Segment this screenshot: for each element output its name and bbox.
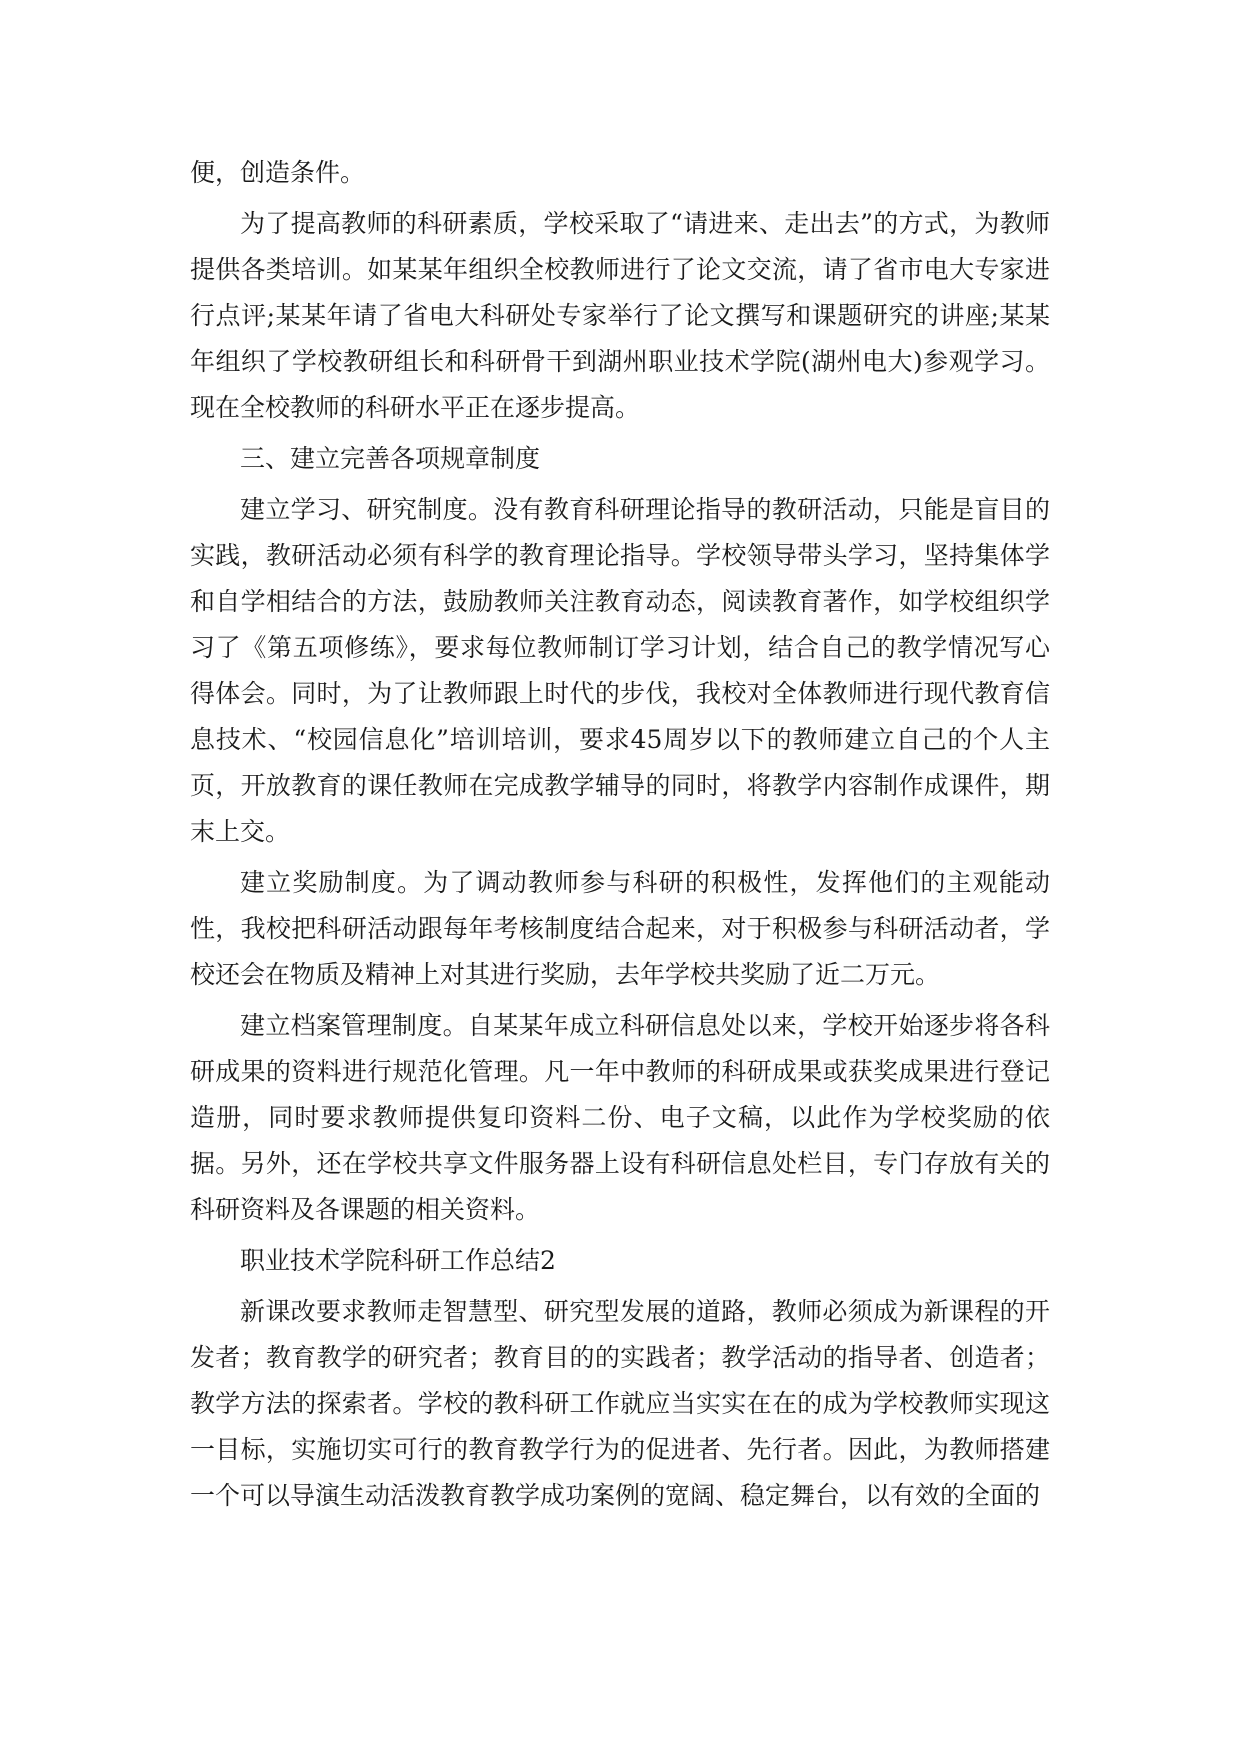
paragraph-archive-system: 建立档案管理制度。自某某年成立科研信息处以来，学校开始逐步将各科研成果的资料进行规范化管理。凡一年中教师的科研成果或获奖成果进行登记造册，同时要求教师提供复印资料二份、电子文稿，以此作为学校奖励的依据。另外，还在学校共享文件服务器上设有科研信息处栏目，专门存放有关的科研资料及各课题的相关资料。 xyxy=(190,1011,1050,1224)
paragraph-research-training: 为了提高教师的科研素质，学校采取了“请进来、走出去”的方式，为教师提供各类培训。如某某年组织全校教师进行了论文交流，请了省市电大专家进行点评;某某年请了省电大科研处专家举行了论文撰写和课题研究的讲座;某某年组织了学校教研组长和科研骨干到湖州职业技术学院(湖州电大)参观学习。现在全校教师的科研水平正在逐步提高。 xyxy=(190,209,1050,422)
paragraph-study-system: 建立学习、研究制度。没有教育科研理论指导的教研活动，只能是盲目的实践，教研活动必须有科学的教育理论指导。学校领导带头学习，坚持集体学和自学相结合的方法，鼓励教师关注教育动态，阅读教育著作，如学校组织学习了《第五项修练》，要求每位教师制订学习计划，结合自己的教学情况写心得体会。同时，为了让教师跟上时代的步伐，我校对全体教师进行现代教育信息技术、“校园信息化”培训培训，要求45周岁以下的教师建立自己的个人主页，开放教育的课任教师在完成教学辅导的同时，将教学内容制作成课件，期末上交。 xyxy=(190,495,1050,846)
paragraph-curriculum-reform: 新课改要求教师走智慧型、研究型发展的道路，教师必须成为新课程的开发者；教育教学的研究者；教育目的的实践者；教学活动的指导者、创造者；教学方法的探索者。学校的教科研工作就应当实实在在的成为学校教师实现这一目标，实施切实可行的教育教学行为的促进者、先行者。因此，为教师搭建一个可以导演生动活泼教育教学成功案例的宽阔、稳定舞台，以有效的全面的 xyxy=(190,1297,1050,1510)
section-title-summary-2: 职业技术学院科研工作总结2 xyxy=(240,1246,556,1275)
document-body xyxy=(190,150,1050,1524)
paragraph-continuation: 便，创造条件。 xyxy=(190,158,366,187)
paragraph-reward-system: 建立奖励制度。为了调动教师参与科研的积极性，发挥他们的主观能动性，我校把科研活动跟每年考核制度结合起来，对于积极参与科研活动者，学校还会在物质及精神上对其进行奖励，去年学校共奖励了近二万元。 xyxy=(190,868,1050,989)
section-heading-rules: 三、建立完善各项规章制度 xyxy=(240,444,541,473)
